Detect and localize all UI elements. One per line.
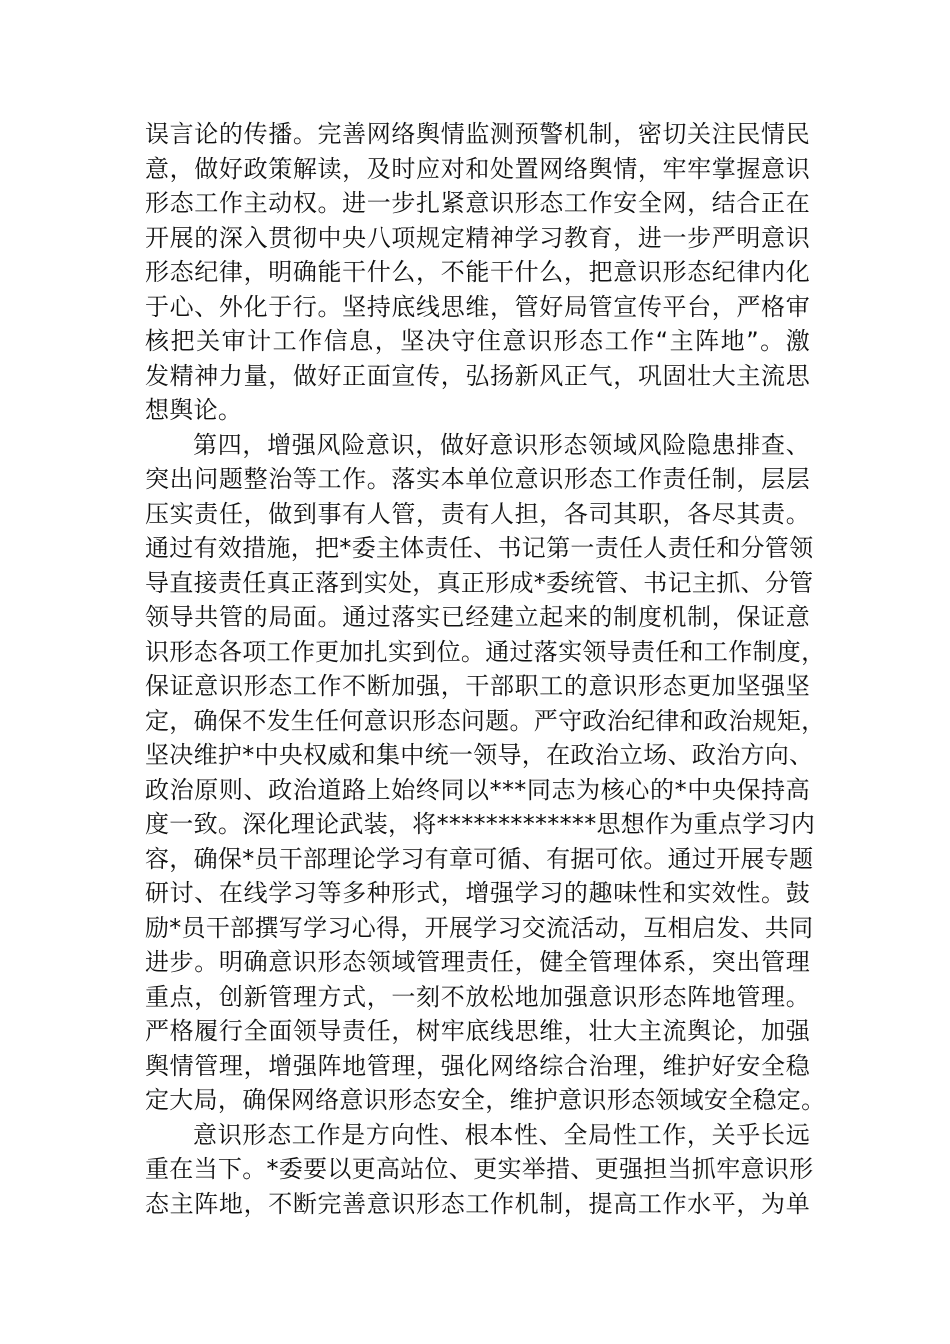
text-line: 识形态各项工作更加扎实到位。通过落实领导责任和工作制度， [145,637,826,666]
text-line: 发精神力量，做好正面宣传，弘扬新风正气，巩固壮大主流思 [145,361,810,390]
text-line: 核把关审计工作信息，坚决守住意识形态工作“主阵地”。激 [145,327,810,355]
text-line: 领导共管的局面。通过落实已经建立起来的制度机制，保证意 [145,603,810,631]
paragraph-first-line: 意识形态工作是方向性、根本性、全局性工作，关乎长远 [193,1120,810,1149]
text-line: 开展的深入贯彻中央八项规定精神学习教育，进一步严明意识 [145,223,810,252]
text-line: 研讨、在线学习等多种形式，增强学习的趣味性和实效性。鼓 [145,879,810,907]
text-line: 误言论的传播。完善网络舆情监测预警机制，密切关注民情民 [145,120,810,148]
text-line: 重在当下。*委要以更高站位、更实举措、更强担当抓牢意识形 [145,1155,814,1183]
text-line: 坚决维护*中央权威和集中统一领导，在政治立场、政治方向、 [145,741,814,769]
text-line: 度一致。深化理论武装，将*************思想作为重点学习内 [145,810,816,838]
text-line: 重点，创新管理方式，一刻不放松地加强意识形态阵地管理。 [145,982,810,1011]
text-line: 严格履行全面领导责任，树牢底线思维，壮大主流舆论，加强 [145,1017,810,1045]
document-body-text [145,117,826,1221]
text-line: 于心、外化于行。坚持底线思维，管好局管宣传平台，严格审 [145,292,810,321]
text-line: 压实责任，做到事有人管，责有人担，各司其职，各尽其责。 [145,499,810,528]
text-line: 定，确保不发生任何意识形态问题。严守政治纪律和政治规矩， [145,706,826,735]
text-line: 舆情管理，增强阵地管理，强化网络综合治理，维护好安全稳 [145,1051,810,1080]
text-line: 意，做好政策解读，及时应对和处置网络舆情，牢牢掌握意识 [145,154,810,183]
text-line: 保证意识形态工作不断加强，干部职工的意识形态更加坚强坚 [145,672,810,700]
text-line: 定大局，确保网络意识形态安全，维护意识形态领域安全稳定。 [145,1086,826,1114]
text-line: 励*员干部撰写学习心得，开展学习交流活动，互相启发、共同 [145,913,814,942]
text-line: 导直接责任真正落到实处，真正形成*委统管、书记主抓、分管 [145,568,814,597]
text-line: 政治原则、政治道路上始终同以***同志为核心的*中央保持高 [145,775,810,804]
text-line: 容，确保*员干部理论学习有章可循、有据可依。通过开展专题 [145,844,814,873]
text-line: 形态纪律，明确能干什么，不能干什么，把意识形态纪律内化 [145,258,810,286]
text-line: 突出问题整治等工作。落实本单位意识形态工作责任制，层层 [145,465,810,493]
text-line: 想舆论。 [145,396,243,424]
text-line: 形态工作主动权。进一步扎紧意识形态工作安全网，结合正在 [145,189,810,217]
paragraph-first-line: 第四，增强风险意识，做好意识形态领域风险隐患排查、 [193,430,810,459]
text-line: 态主阵地，不断完善意识形态工作机制，提高工作水平，为单 [145,1189,810,1218]
text-line: 进步。明确意识形态领域管理责任，健全管理体系，突出管理 [145,948,810,976]
text-line: 通过有效措施，把*委主体责任、书记第一责任人责任和分管领 [145,534,814,562]
